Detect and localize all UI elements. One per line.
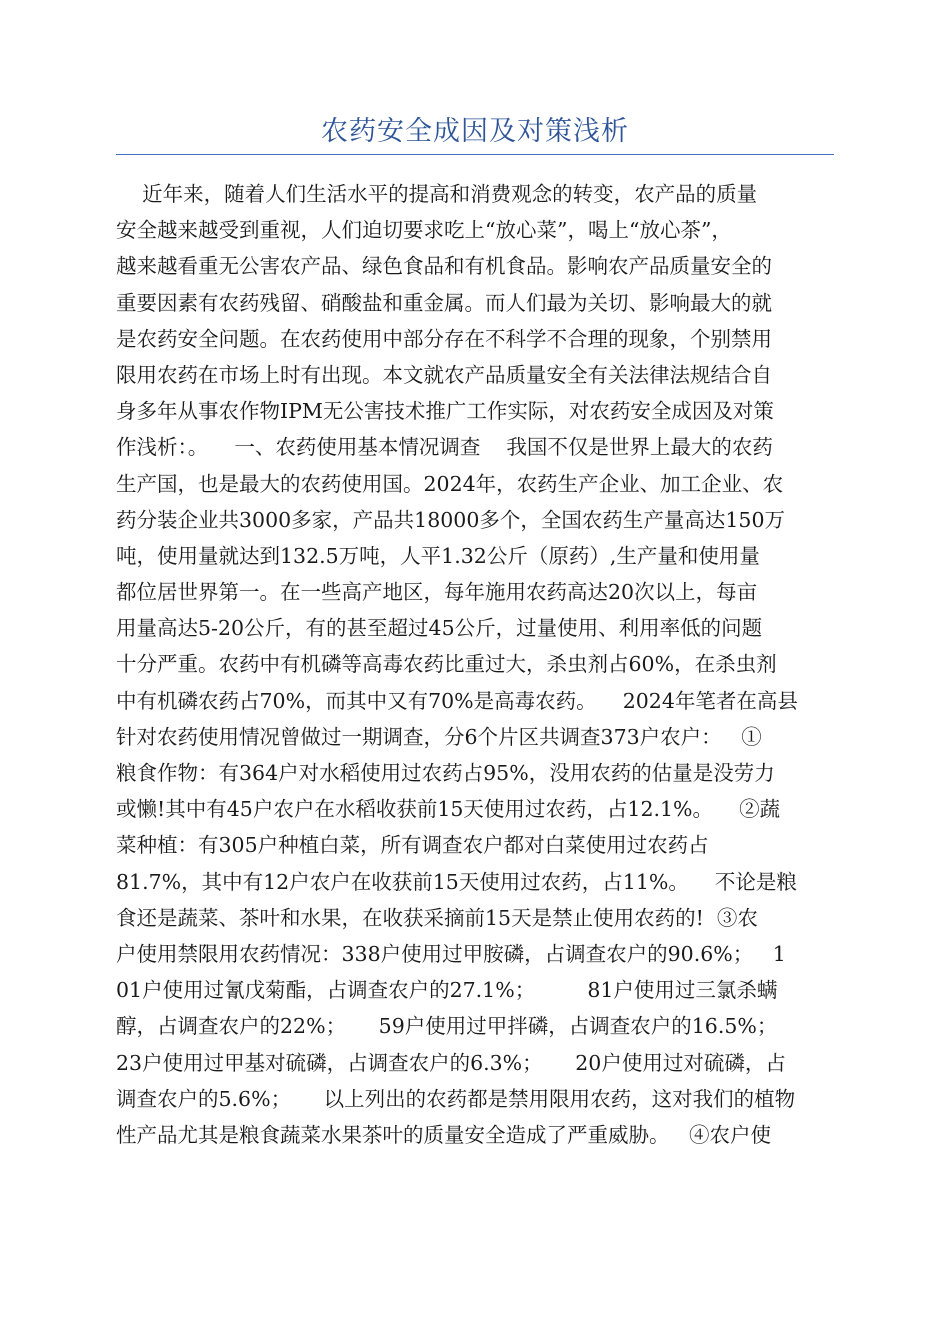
body-line: 性产品尤其是粮食蔬菜水果茶叶的质量安全造成了严重威胁。 ④农户使: [116, 1122, 772, 1147]
body-line: 或懒!其中有45户农户在水稻收获前15天使用过农药，占12.1%。 ②蔬: [116, 797, 781, 822]
body-line: 生产国，也是最大的农药使用国。2024年，农药生产企业、加工企业、农: [116, 471, 784, 496]
body-line: 醇，占调查农户的22%； 59户使用过甲拌磷，占调查农户的16.5%；: [116, 1014, 778, 1039]
body-line: 调查农户的5.6%； 以上列出的农药都是禁用限用农药，这对我们的植物: [116, 1086, 796, 1111]
body-line: 近年来，随着人们生活水平的提高和消费观念的转变，农产品的质量: [116, 182, 758, 206]
body-line: 都位居世界第一。在一些高产地区，每年施用农药高达20次以上，每亩: [116, 580, 758, 605]
body-line: 十分严重。农药中有机磷等高毒农药比重过大，杀虫剂占60%，在杀虫剂: [116, 652, 777, 677]
title-underline: [116, 154, 834, 155]
body-line: 身多年从事农作物IPM无公害技术推广工作实际，对农药安全成因及对策: [116, 399, 774, 424]
body-line: 限用农药在市场上时有出现。本文就农产品质量安全有关法律法规结合自: [116, 362, 772, 387]
body-line: 户使用禁限用农药情况：338户使用过甲胺磷，占调查农户的90.6%； 1: [116, 941, 786, 966]
body-line: 越来越看重无公害农产品、绿色食品和有机食品。影响农产品质量安全的: [116, 254, 772, 279]
body-line: 吨，使用量就达到132.5万吨，人平1.32公斤（原药）,生产量和使用量: [116, 543, 760, 568]
body-line: 重要因素有农药残留、硝酸盐和重金属。而人们最为关切、影响最大的就: [116, 290, 772, 315]
body-line: 菜种植：有305户种植白菜，所有调查农户都对白菜使用过农药占: [116, 833, 709, 858]
document-title: 农药安全成因及对策浅析: [321, 116, 629, 147]
body-line: 针对农药使用情况曾做过一期调查，分6个片区共调查373户农户： ①: [116, 724, 762, 749]
body-line: 药分装企业共3000多家，产品共18000多个，全国农药生产量高达150万: [116, 507, 786, 532]
body-line: 01户使用过氰戊菊酯，占调查农户的27.1%； 81户使用过三氯杀螨: [116, 978, 778, 1003]
body-line: 中有机磷农药占70%，而其中又有70%是高毒农药。 2024年笔者在高县: [116, 688, 798, 713]
body-line: 作浅析：。 一、农药使用基本情况调查 我国不仅是世界上最大的农药: [116, 435, 773, 460]
body-line: 用量高达5-20公斤，有的甚至超过45公斤，过量使用、利用率低的问题: [116, 616, 763, 641]
document-body: [116, 176, 834, 1153]
body-line: 食还是蔬菜、茶叶和水果，在收获采摘前15天是禁止使用农药的! ③农: [116, 905, 758, 930]
body-line: 安全越来越受到重视，人们迫切要求吃上“放心菜”，喝上“放心茶”，: [116, 218, 732, 243]
body-line: 粮食作物：有364户对水稻使用过农药占95%，没用农药的估量是没劳力: [116, 761, 775, 785]
body-line: 是农药安全问题。在农药使用中部分存在不科学不合理的现象，个别禁用: [116, 326, 772, 351]
body-line: 81.7%，其中有12户农户在收获前15天使用过农药，占11%。 不论是粮: [116, 869, 797, 894]
body-line: 23户使用过甲基对硫磷，占调查农户的6.3%； 20户使用过对硫磷，占: [116, 1050, 786, 1075]
